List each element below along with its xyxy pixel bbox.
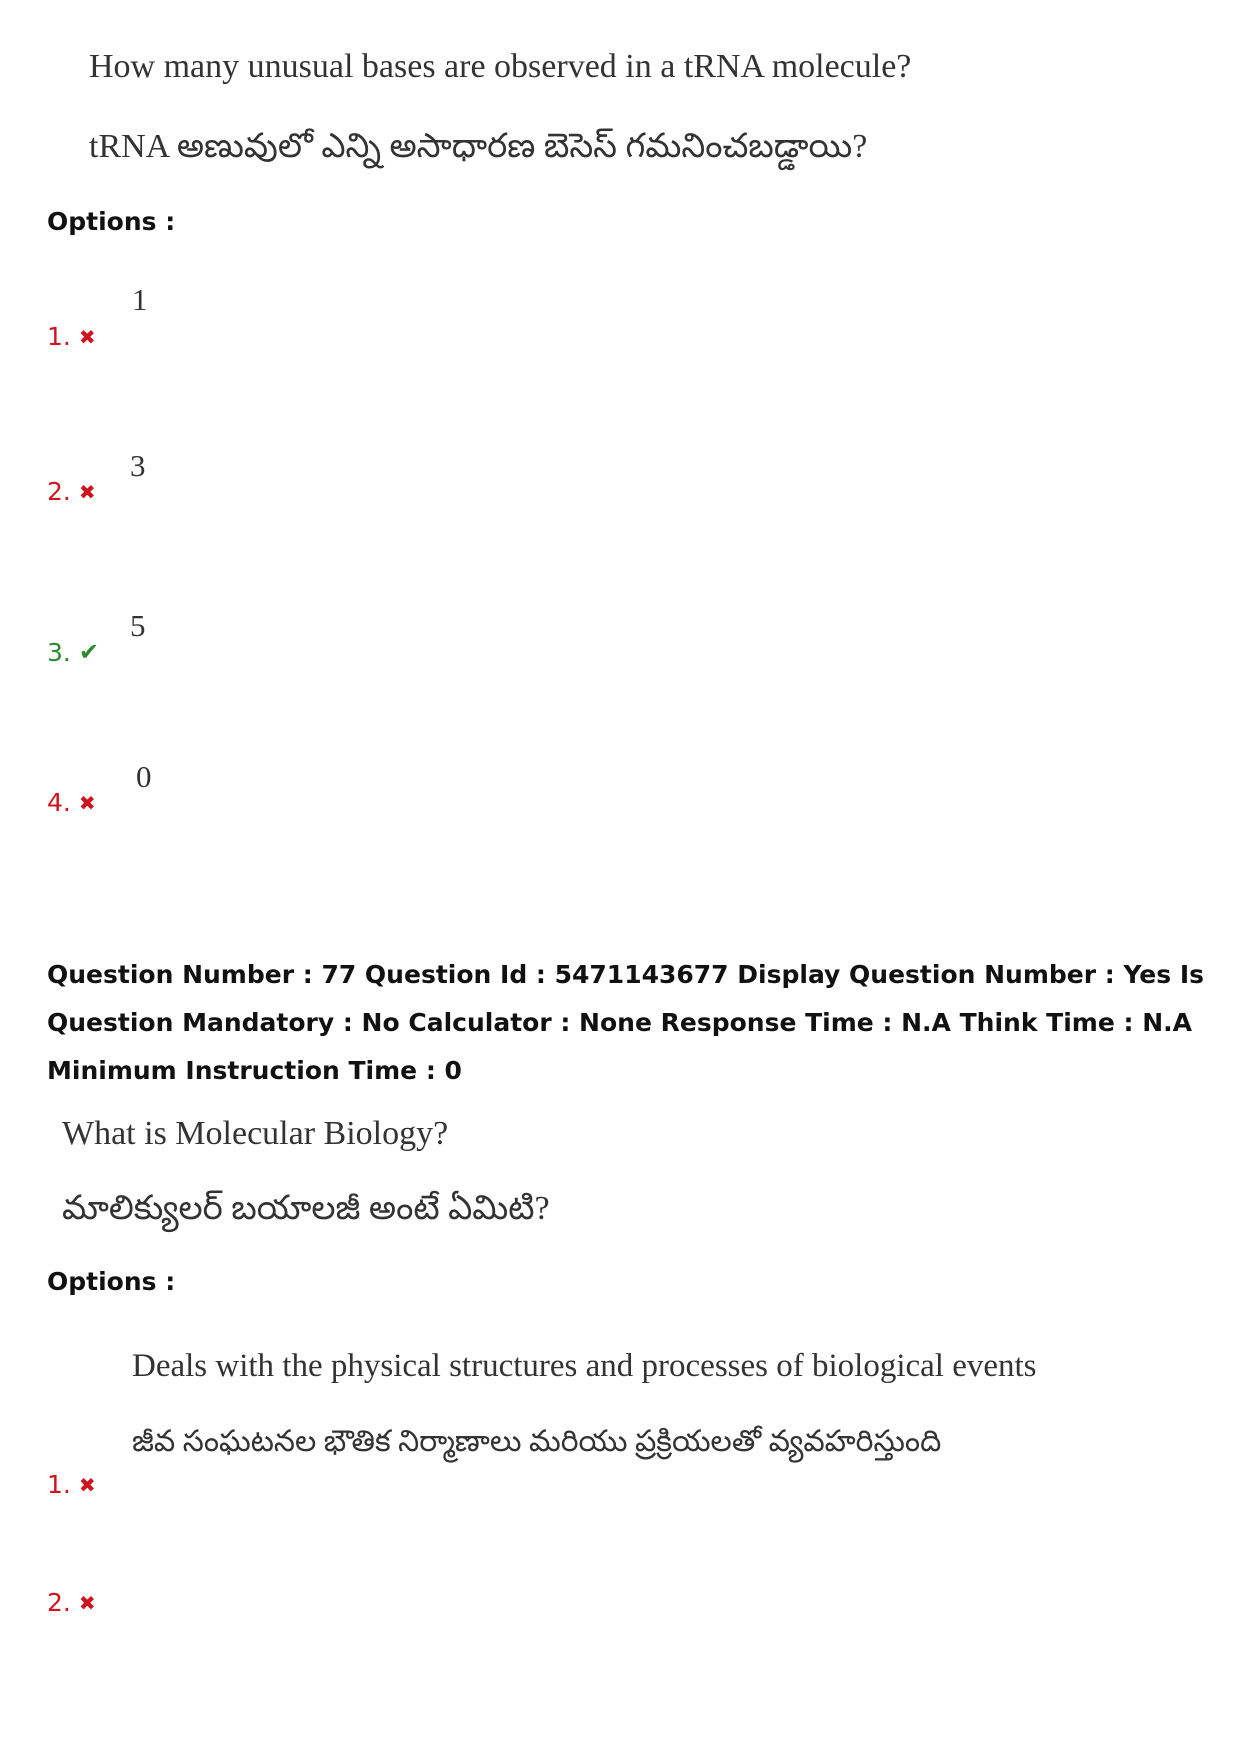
cross-icon: ✖ [78,480,96,504]
option-number: 2. [47,477,71,506]
option-number: 2. [47,1588,71,1617]
option-value: 0 [136,759,152,794]
option-value-telugu: జీవ సంఘటనల భౌతిక నిర్మాణాలు మరియు ప్రక్రియలతో వ్యవహరిస్తుంది [132,1425,942,1458]
question-metadata: Question Number : 77 Question Id : 5471143677 Display Question Number : Yes Is Question Mandatory : No Calculator : None Response Time : N.A Think Time : N.A Minimum Instruction Time : 0 [47,960,1205,1085]
cross-icon: ✖ [78,791,96,815]
option-number: 4. [47,788,71,817]
options-label: Options : [47,207,176,236]
option-number: 1. [47,322,71,351]
option-number: 1. [47,1470,71,1499]
option-value: 1 [132,282,148,317]
option-value: 3 [130,448,146,483]
cross-icon: ✖ [78,1591,96,1615]
question-text-english: How many unusual bases are observed in a tRNA molecule? [89,48,912,85]
option-value-english: Deals with the physical structures and processes of biological events [132,1348,1037,1384]
option-2 [47,1588,96,1617]
question-text-telugu: మాలిక్యులర్ బయాలజీ అంటే ఏమిటి? [62,1190,550,1227]
option-1 [47,322,96,351]
option-number: 3. [47,638,71,667]
option-value: 5 [130,608,146,643]
question-text-telugu: tRNA అణువులో ఎన్ని అసాధారణ బెసెస్ గమనించబడ్డాయి? [89,128,868,165]
option-3 [47,638,99,667]
cross-icon: ✖ [78,1473,96,1497]
option-1 [47,1470,96,1499]
check-icon: ✔ [78,638,99,666]
option-2 [47,477,96,506]
cross-icon: ✖ [78,325,96,349]
options-label: Options : [47,1267,176,1296]
question-text-english: What is Molecular Biology? [62,1115,449,1152]
option-4 [47,788,96,817]
